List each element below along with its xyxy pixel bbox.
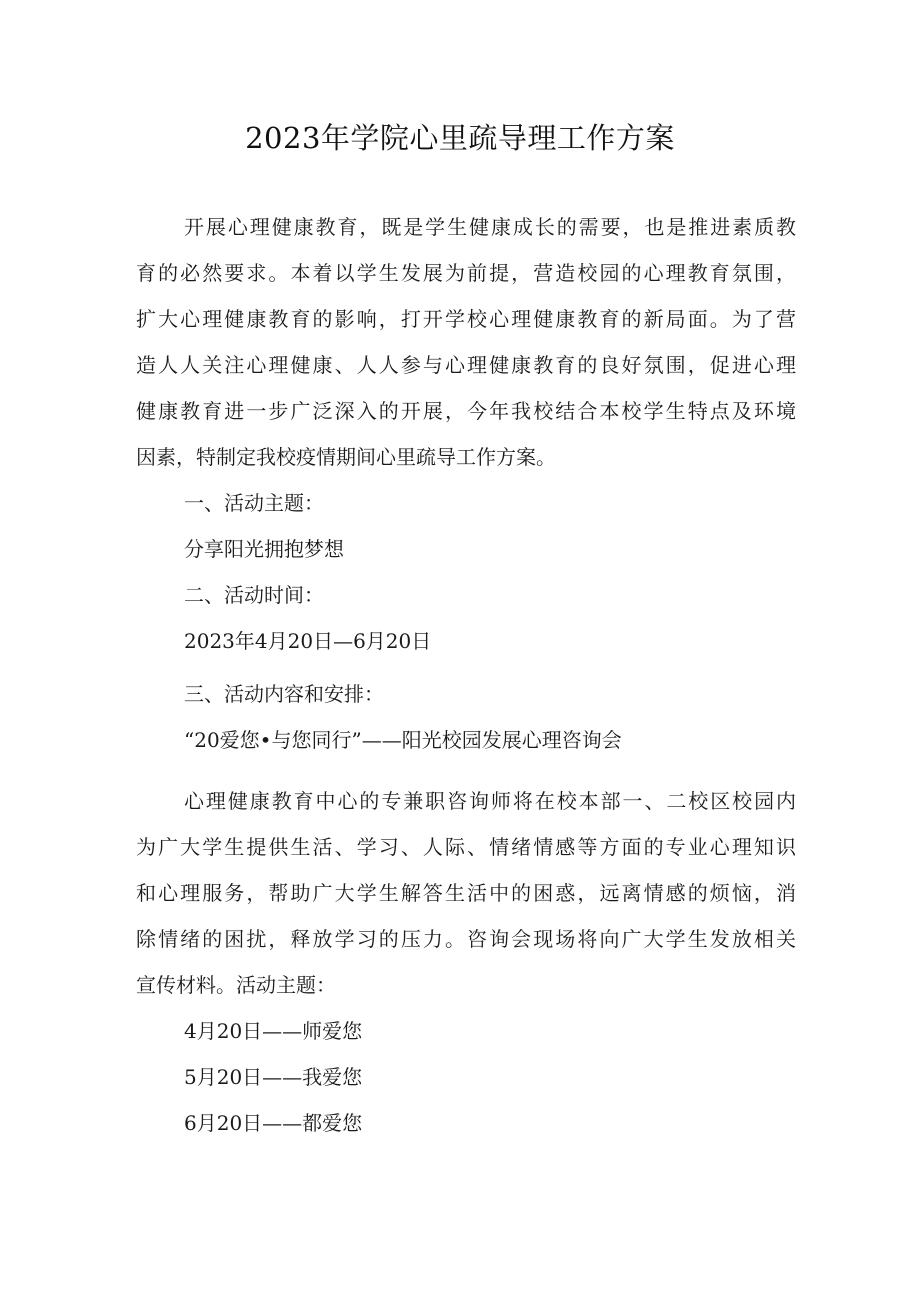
theme-date-2: 5月20日——我爱您 (184, 1065, 363, 1089)
intro-line-4: 造人人关注心理健康、人人参与心理健康教育的良好氛围，促进心理 (136, 353, 796, 377)
intro-line-5: 健康教育进一步广泛深入的开展，今年我校结合本校学生特点及环境 (136, 399, 796, 423)
section-heading-content: 三、活动内容和安排： (184, 682, 384, 706)
event-line-4: 除情绪的困扰，释放学习的压力。咨询会现场将向广大学生发放相关 (136, 927, 796, 951)
event-line-5: 宣传材料。活动主题： (136, 973, 336, 997)
document-title: 2023年学院心里疏导理工作方案 (245, 121, 675, 155)
intro-line-1: 开展心理健康教育，既是学生健康成长的需要，也是推进素质教 (184, 215, 796, 239)
section-heading-time: 二、活动时间： (184, 583, 324, 607)
event-line-2: 为广大学生提供生活、学习、人际、情绪情感等方面的专业心理知识 (136, 835, 796, 859)
intro-line-2: 育的必然要求。本着以学生发展为前提，营造校园的心理教育氛围， (136, 261, 796, 285)
activity-theme: 分享阳光拥抱梦想 (184, 537, 344, 561)
theme-date-1: 4月20日——师爱您 (184, 1019, 363, 1043)
section-heading-theme: 一、活动主题： (184, 491, 324, 515)
event-line-3: 和心理服务，帮助广大学生解答生活中的困惑，远离情感的烦恼，消 (136, 881, 796, 905)
theme-date-3: 6月20日——都爱您 (184, 1111, 363, 1135)
event-line-1: 心理健康教育中心的专兼职咨询师将在校本部一、二校区校园内 (184, 789, 796, 813)
activity-time: 2023年4月20日—6月20日 (184, 629, 432, 653)
event-title: “20爱您•与您同行”——阳光校园发展心理咨询会 (184, 728, 622, 752)
intro-line-3: 扩大心理健康教育的影响，打开学校心理健康教育的新局面。为了营 (136, 307, 796, 331)
intro-line-6: 因素，特制定我校疫情期间心里疏导工作方案。 (136, 445, 556, 469)
